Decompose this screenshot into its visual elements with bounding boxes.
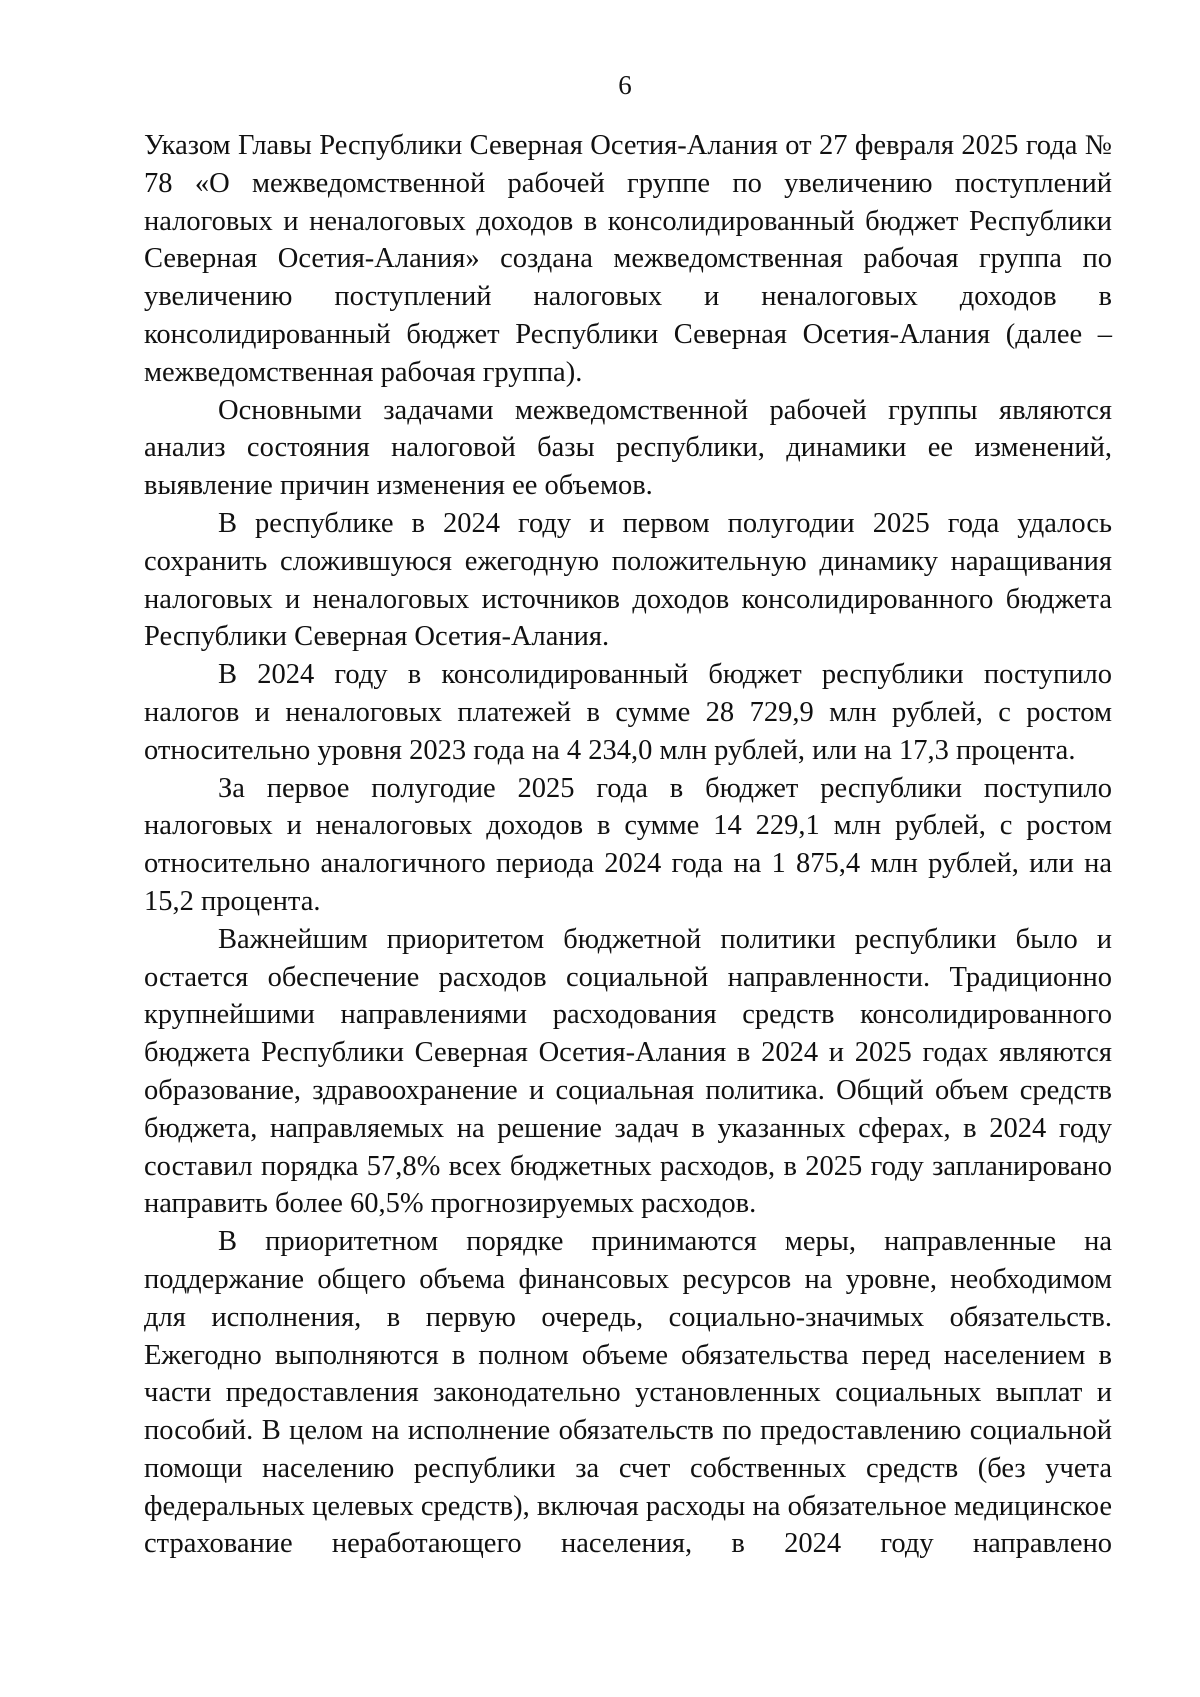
paragraph-social-obligations: В приоритетном порядке принимаются меры, направленные на поддержание общего объема финансовых ресурсов на уровне, необходимом для исполнения, в первую очередь, социально-значимых обязательств. Ежегодно выполняются в полном объеме обязательства перед населением в части предоставления законодательно установленных социальных выплат и пособий. В целом на исполнение обязательств по предоставлению социальной помощи населению республики за счет собственных средств (без учета федеральных целевых средств), включая расходы на обязательное медицинское страхование неработающего населения, в 2024 году направлено bbox=[144, 1226, 1112, 1560]
paragraph-2025-half-year-revenue: За первое полугодие 2025 года в бюджет республики поступило налоговых и неналоговых доходов в сумме 14 229,1 млн рублей, с ростом относительно аналогичного периода 2024 года на 1 875,4 млн рублей, или на 15,2 процента. bbox=[144, 772, 1112, 917]
document-body bbox=[144, 127, 1112, 1563]
page-number: 6 bbox=[618, 70, 632, 100]
paragraph-working-group-tasks: Основными задачами межведомственной рабочей группы являются анализ состояния налоговой базы республики, динамики ее изменений, выявление причин изменения ее объемов. bbox=[144, 394, 1112, 502]
paragraph-revenue-dynamics: В республике в 2024 году и первом полугодии 2025 года удалось сохранить сложившуюся ежегодную положительную динамику наращивания налоговых и неналоговых источников доходов консолидированного бюджета Республики Северная Осетия-Алания. bbox=[144, 507, 1112, 653]
paragraph-social-spending-priority: Важнейшим приоритетом бюджетной политики республики было и остается обеспечение расходов социальной направленности. Традиционно крупнейшими направлениями расходования средств консолидированного бюджета Республики Северная Осетия-Алания в 2024 и 2025 годах являются образование, здравоохранение и социальная политика. Общий объем средств бюджета, направляемых на решение задач в указанных сферах, в 2024 году составил порядка 57,8% всех бюджетных расходов, в 2025 году запланировано направить более 60,5% прогнозируемых расходов. bbox=[144, 923, 1112, 1220]
paragraph-2024-revenue: В 2024 году в консолидированный бюджет республики поступило налогов и неналоговых платежей в сумме 28 729,9 млн рублей, с ростом относительно уровня 2023 года на 4 234,0 млн рублей, или на 17,3 процента. bbox=[144, 659, 1112, 766]
paragraph-working-group-decree: Указом Главы Республики Северная Осетия-Алания от 27 февраля 2025 года № 78 «О межведомственной рабочей группе по увеличению поступлений налоговых и неналоговых доходов в консолидированный бюджет Республики Северная Осетия-Алания» создана межведомственная рабочая группа по увеличению поступлений налоговых и неналоговых доходов в консолидированный бюджет Республики Северная Осетия-Алания (далее – межведомственная рабочая группа). bbox=[144, 130, 1112, 388]
